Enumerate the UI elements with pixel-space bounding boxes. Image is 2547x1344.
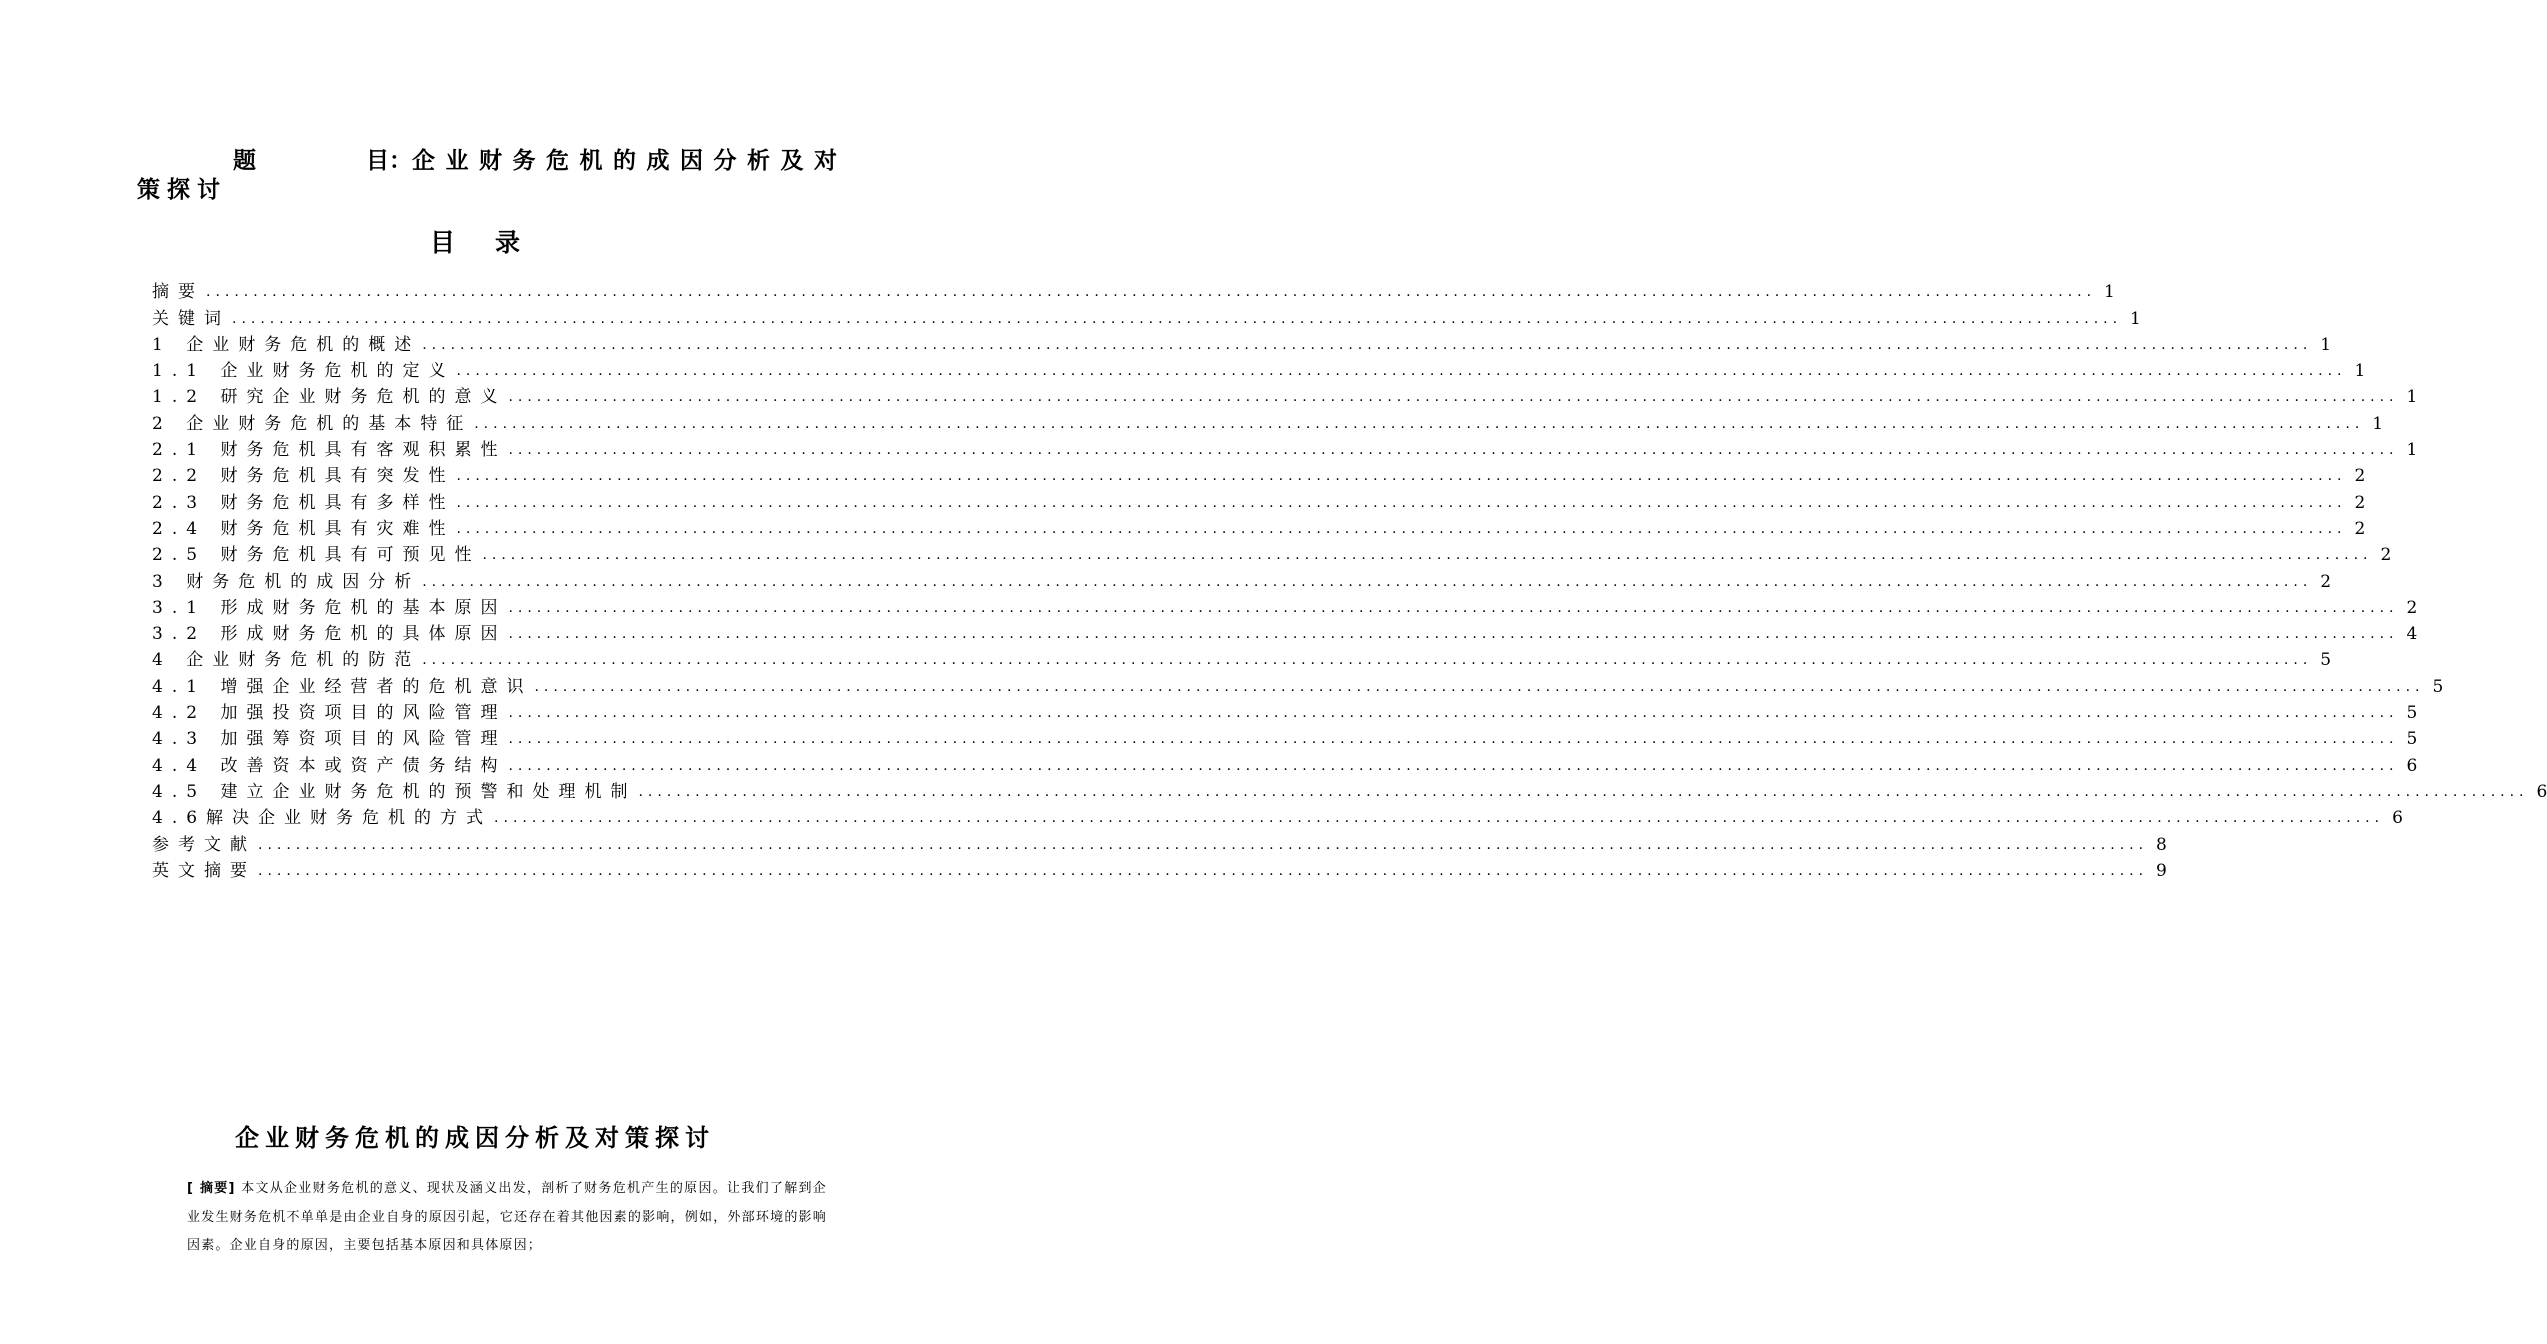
toc-entry-page: 6 (2406, 755, 2418, 776)
toc-entry[interactable] (152, 829, 2167, 855)
toc-leader-dots: ........................................................................................................................................................................................................ (456, 363, 2347, 380)
toc-entry-page: 6 (2392, 808, 2403, 829)
toc-entry-label: 2.5 财务危机具有可预见性 (152, 545, 481, 566)
toc-leader-dots: ........................................................................................................................................................................................................ (508, 705, 2399, 722)
toc-entry[interactable] (152, 750, 2418, 776)
toc-entry-page: 1 (2320, 334, 2332, 355)
toc-entry-label: 摘要 (152, 282, 204, 303)
toc-entry-page: 9 (2156, 860, 2167, 881)
toc-entry-label: 1.2 研究企业财务危机的意义 (152, 387, 507, 408)
toc-heading: 目录 (429, 228, 560, 257)
toc-entry[interactable] (152, 803, 2403, 829)
toc-entry-label: 参考文献 (152, 834, 256, 855)
toc-entry[interactable] (152, 514, 2366, 540)
toc-leader-dots: ........................................................................................................................................................................................................ (232, 310, 2123, 327)
title-text-line-1: 企业财务危机的成因分析及对 (412, 148, 848, 174)
toc-entry-page: 1 (2354, 361, 2366, 382)
toc-entry-label: 3.1 形成财务危机的基本原因 (152, 597, 507, 618)
toc-leader-dots: ........................................................................................................................................................................................................ (456, 468, 2347, 485)
toc-entry-label: 4.3 加强筹资项目的风险管理 (152, 729, 507, 750)
toc-leader-dots: ........................................................................................................................................................................................................ (508, 757, 2399, 774)
toc-entry[interactable] (152, 671, 2444, 697)
toc-entry-label: 2.2 财务危机具有突发性 (152, 466, 455, 487)
toc-entry[interactable] (152, 382, 2418, 408)
toc-entry-label: 4.4 改善资本或资产债务结构 (152, 755, 507, 776)
toc-leader-dots: ........................................................................................................................................................................................................ (258, 836, 2149, 853)
toc-entry-label: 2.3 财务危机具有多样性 (152, 492, 455, 513)
toc-leader-dots: ........................................................................................................................................................................................................ (508, 389, 2399, 406)
toc-leader-dots: ........................................................................................................................................................................................................ (474, 415, 2365, 432)
toc-entry-label: 3 财务危机的成因分析 (152, 571, 421, 592)
toc-entry-page: 1 (2104, 282, 2115, 303)
toc-leader-dots: ........................................................................................................................................................................................................ (456, 520, 2347, 537)
toc-entry-page: 1 (2406, 440, 2418, 461)
toc-entry[interactable] (152, 619, 2418, 645)
toc-entry[interactable] (152, 777, 2547, 803)
toc-entry[interactable] (152, 408, 2384, 434)
toc-entry[interactable] (152, 303, 2141, 329)
toc-entry-page: 2 (2380, 545, 2392, 566)
title-label-rest (366, 142, 848, 175)
toc-entry[interactable] (152, 277, 2115, 303)
toc-entry[interactable] (152, 593, 2418, 619)
toc-entry-page: 5 (2406, 729, 2418, 750)
toc-entry[interactable] (152, 435, 2418, 461)
toc-entry-page: 5 (2432, 676, 2444, 697)
toc-entry-page: 1 (2406, 387, 2418, 408)
toc-leader-dots: ........................................................................................................................................................................................................ (456, 494, 2347, 511)
toc-entry-page: 2 (2354, 518, 2366, 539)
toc-entry-label: 3.2 形成财务危机的具体原因 (152, 624, 507, 645)
toc-entry-label: 2.1 财务危机具有客观积累性 (152, 440, 507, 461)
toc-entry-label: 关键词 (152, 308, 230, 329)
toc-entry-page: 1 (2372, 413, 2384, 434)
toc-entry-page: 2 (2406, 597, 2418, 618)
toc-entry[interactable] (152, 724, 2418, 750)
toc-leader-dots: ........................................................................................................................................................................................................ (534, 678, 2425, 695)
toc-leader-dots: ........................................................................................................................................................................................................ (258, 862, 2149, 879)
toc-entry-label: 1.1 企业财务危机的定义 (152, 361, 455, 382)
toc-leader-dots: ........................................................................................................................................................................................................ (422, 336, 2313, 353)
toc-entry-label: 4 企业财务危机的防范 (152, 650, 421, 671)
toc-entry-page: 6 (2536, 781, 2547, 802)
toc-leader-dots: ........................................................................................................................................................................................................ (422, 652, 2313, 669)
toc-entry[interactable] (152, 698, 2418, 724)
toc-entry-page: 2 (2354, 492, 2366, 513)
toc-entry[interactable] (152, 540, 2392, 566)
toc-entry-page: 2 (2320, 571, 2332, 592)
toc-entry-page: 5 (2320, 650, 2332, 671)
toc-entry-label: 4.1 增强企业经营者的危机意识 (152, 676, 533, 697)
toc-entry-label: 2 企业财务危机的基本特征 (152, 413, 473, 434)
toc-entry-label: 1 企业财务危机的概述 (152, 334, 421, 355)
title-label-char-2: 目： (366, 148, 412, 174)
title-label-char-1: 题 (233, 148, 263, 174)
toc-entry-label: 4.5 建立企业财务危机的预警和处理机制 (152, 781, 637, 802)
toc-entry-page: 5 (2406, 703, 2418, 724)
toc-entry-page: 2 (2354, 466, 2366, 487)
toc-entry[interactable] (152, 566, 2332, 592)
abstract-label: [ 摘要] (187, 1181, 236, 1196)
abstract-paragraph (187, 1175, 827, 1261)
toc-leader-dots: ........................................................................................................................................................................................................ (508, 599, 2399, 616)
abstract-text: 本文从企业财务危机的意义、现状及涵义出发，剖析了财务危机产生的原因。让我们了解到企业发生财务危机不单单是由企业自身的原因引起，它还存在着其他因素的影响，例如，外部环境的影响因素。企业自身的原因，主要包括基本原因和具体原因； (187, 1181, 827, 1253)
toc-entry[interactable] (152, 856, 2167, 882)
toc-entry-page: 4 (2406, 624, 2418, 645)
toc-entry[interactable] (152, 487, 2366, 513)
toc-entry-label: 2.4 财务危机具有灾难性 (152, 518, 455, 539)
toc-leader-dots: ........................................................................................................................................................................................................ (494, 810, 2385, 827)
article-title: 企业财务危机的成因分析及对策探讨 (235, 1124, 715, 1152)
table-of-contents (152, 277, 2547, 882)
toc-entry[interactable] (152, 645, 2332, 671)
toc-entry-label: 4.2 加强投资项目的风险管理 (152, 703, 507, 724)
toc-entry[interactable] (152, 330, 2332, 356)
toc-entry-label: 4.6解决企业财务危机的方式 (152, 808, 493, 829)
toc-leader-dots: ........................................................................................................................................................................................................ (206, 284, 2097, 301)
toc-entry-page: 1 (2130, 308, 2141, 329)
toc-leader-dots: ........................................................................................................................................................................................................ (508, 626, 2399, 643)
toc-entry[interactable] (152, 461, 2366, 487)
title-text-line-2: 策探讨 (137, 177, 227, 203)
toc-leader-dots: ........................................................................................................................................................................................................ (508, 731, 2399, 748)
toc-leader-dots: ........................................................................................................................................................................................................ (508, 442, 2399, 459)
toc-entry-page: 8 (2156, 834, 2167, 855)
toc-leader-dots: ........................................................................................................................................................................................................ (638, 783, 2529, 800)
toc-leader-dots: ........................................................................................................................................................................................................ (422, 573, 2313, 590)
toc-entry-label: 英文摘要 (152, 860, 256, 881)
toc-entry[interactable] (152, 356, 2366, 382)
toc-leader-dots: ........................................................................................................................................................................................................ (482, 547, 2373, 564)
